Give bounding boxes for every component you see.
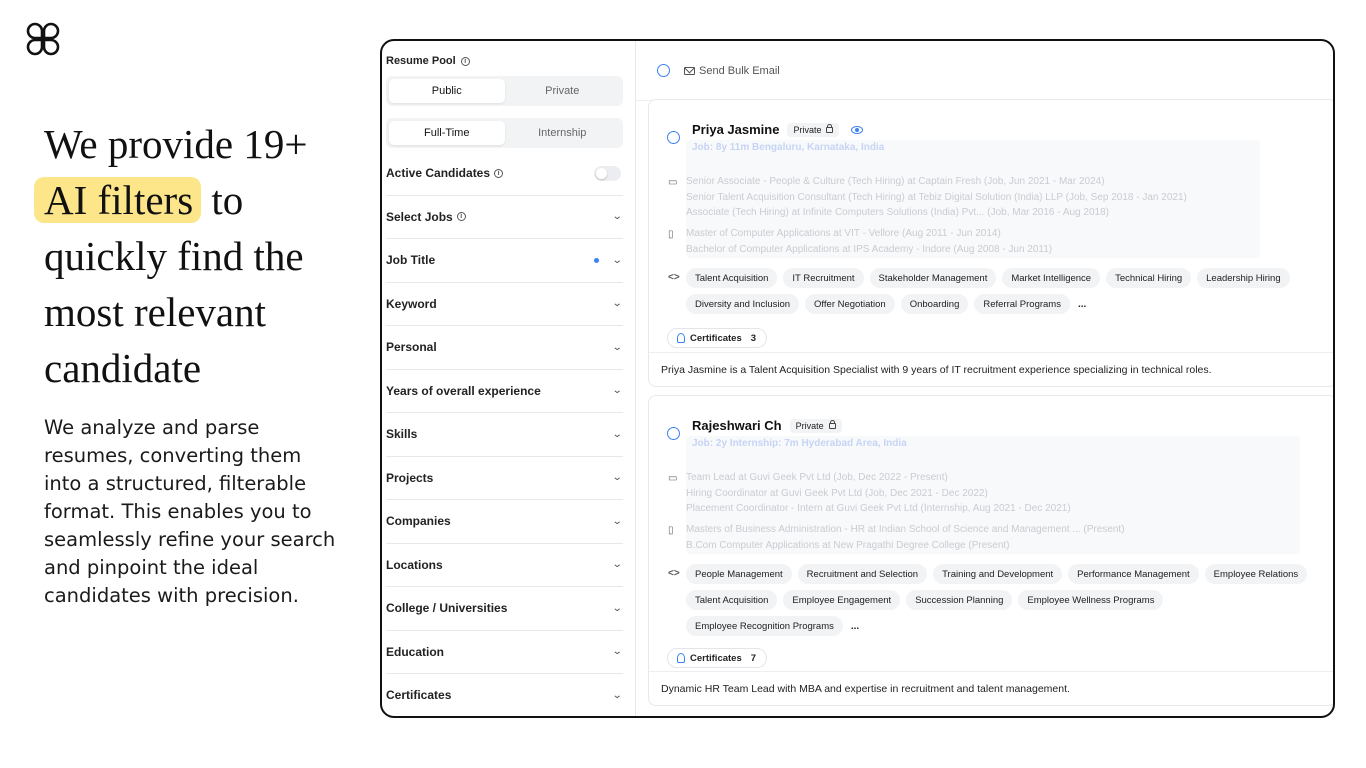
- experience-section: [668, 470, 1071, 517]
- experience-line: Associate (Tech Hiring) at Infinite Computers Solutions (India) Pvt... (Job, Mar 2016 - Aug 2018): [686, 207, 1109, 218]
- education-line: Master of Computer Applications at VIT - Vellore (Aug 2011 - Jun 2014): [686, 228, 1001, 239]
- chevron-down-icon: ⌄: [611, 254, 623, 266]
- candidate-header: [692, 418, 842, 433]
- visibility-badge: Private: [790, 419, 842, 433]
- chevron-down-icon: ⌄: [611, 602, 623, 614]
- skill-tag: Succession Planning: [906, 590, 1012, 610]
- experience-line: Hiring Coordinator at Guvi Geek Pvt Ltd (Job, Dec 2021 - Dec 2022): [686, 487, 988, 499]
- resume-pool-label: Resume Pool i: [386, 54, 623, 68]
- chevron-down-icon: ⌄: [611, 646, 623, 658]
- skill-tag: Market Intelligence: [1002, 268, 1100, 288]
- info-icon[interactable]: i: [457, 212, 466, 221]
- filter-label: Locations: [386, 557, 443, 572]
- candidate-header: [692, 122, 863, 137]
- certificates-count: 3: [750, 332, 757, 344]
- code-icon: <>: [668, 568, 680, 579]
- filter-job-title[interactable]: [386, 239, 623, 283]
- skill-tag: Diversity and Inclusion: [686, 294, 799, 314]
- info-icon[interactable]: i: [494, 169, 503, 178]
- filter-label: Years of overall experience: [386, 383, 541, 398]
- filter-companies[interactable]: [386, 500, 623, 544]
- education-section: [668, 522, 1125, 553]
- send-bulk-email-button[interactable]: Send Bulk Email: [684, 65, 780, 77]
- filter-label: Projects: [386, 470, 434, 485]
- filter-label: Keyword: [386, 296, 437, 311]
- pool-option-public[interactable]: Public: [389, 79, 505, 103]
- hero-headline: [44, 116, 344, 396]
- skill-tag: Stakeholder Management: [870, 268, 997, 288]
- experience-line: Placement Coordinator - Intern at Guvi Geek Pvt Ltd (Internship, Aug 2021 - Dec 2021): [686, 503, 1071, 514]
- filter-label: Companies: [386, 514, 451, 529]
- chevron-down-icon: ⌄: [611, 385, 623, 397]
- filter-projects[interactable]: [386, 457, 623, 501]
- experience-section: [668, 174, 1187, 221]
- chevron-down-icon: ⌄: [611, 298, 623, 310]
- experience-line: Team Lead at Guvi Geek Pvt Ltd (Job, Dec 2022 - Present): [686, 472, 948, 483]
- type-segmented-control: [386, 118, 623, 148]
- lock-icon: [826, 127, 833, 133]
- filter-label: Active Candidates: [386, 166, 491, 181]
- filter-label: Certificates: [386, 688, 452, 703]
- education-section: [668, 226, 1052, 257]
- chevron-down-icon: ⌄: [611, 341, 623, 353]
- active-filter-dot: [594, 258, 599, 263]
- candidate-card: [648, 395, 1335, 706]
- award-icon: [677, 653, 685, 663]
- candidate-name[interactable]: Rajeshwari Ch: [692, 418, 782, 433]
- skill-tag: People Management: [686, 564, 792, 584]
- filter-label: College / Universities: [386, 601, 508, 616]
- chevron-down-icon: ⌄: [611, 689, 623, 701]
- filter-sidebar: [382, 41, 636, 716]
- filter-active-candidates: [386, 152, 623, 196]
- skill-tag: Training and Development: [933, 564, 1062, 584]
- app-screenshot-frame: [380, 39, 1335, 718]
- filter-colleges[interactable]: [386, 587, 623, 631]
- filter-years-experience[interactable]: [386, 370, 623, 414]
- more-skills-button[interactable]: ...: [850, 620, 860, 632]
- command-logo-icon: [20, 16, 66, 62]
- filter-education[interactable]: [386, 631, 623, 675]
- skill-tag: Performance Management: [1068, 564, 1198, 584]
- skill-tag: Referral Programs: [974, 294, 1070, 314]
- briefcase-icon: ▭: [668, 473, 678, 484]
- filter-label: Personal: [386, 340, 437, 355]
- chevron-down-icon: ⌄: [611, 559, 623, 571]
- chevron-down-icon: ⌄: [611, 211, 623, 223]
- skill-tag: IT Recruitment: [783, 268, 863, 288]
- experience-line: Senior Associate - People & Culture (Tech Hiring) at Captain Fresh (Job, Jun 2021 - Mar 2024): [686, 176, 1105, 187]
- candidate-select-radio[interactable]: [667, 131, 680, 144]
- mail-icon: [684, 67, 695, 75]
- type-option-full-time[interactable]: Full-Time: [389, 121, 505, 145]
- certificates-pill[interactable]: [667, 648, 767, 668]
- more-skills-button[interactable]: ...: [1077, 298, 1087, 310]
- certificates-pill[interactable]: [667, 328, 767, 348]
- filter-label: Select Jobs: [386, 209, 453, 224]
- candidate-summary: Dynamic HR Team Lead with MBA and expertise in recruitment and talent management.: [649, 671, 1335, 705]
- skill-tag: Offer Negotiation: [805, 294, 895, 314]
- headline-highlight: AI filters: [34, 177, 201, 223]
- lock-icon: [829, 423, 836, 429]
- pool-segmented-control: [386, 76, 623, 106]
- select-all-radio[interactable]: [657, 64, 670, 77]
- filter-label: Job Title: [386, 253, 436, 268]
- chevron-down-icon: ⌄: [611, 472, 623, 484]
- skill-tag: Employee Wellness Programs: [1018, 590, 1163, 610]
- code-icon: <>: [668, 272, 680, 283]
- filter-personal[interactable]: [386, 326, 623, 370]
- candidate-select-radio[interactable]: [667, 427, 680, 440]
- headline-part-1: We provide 19+: [44, 121, 308, 167]
- skill-tag: Talent Acquisition: [686, 590, 777, 610]
- info-icon[interactable]: i: [461, 57, 470, 66]
- filter-keyword[interactable]: [386, 283, 623, 327]
- filter-label: Skills: [386, 427, 418, 442]
- filter-locations[interactable]: [386, 544, 623, 588]
- education-line: Bachelor of Computer Applications at IPS Academy - Indore (Aug 2008 - Jun 2011): [686, 243, 1053, 255]
- skill-tag: Leadership Hiring: [1197, 268, 1289, 288]
- filter-label: Education: [386, 644, 445, 659]
- skill-tag: Onboarding: [901, 294, 969, 314]
- candidate-meta: Job: 2y Internship: 7m Hyderabad Area, India: [692, 438, 907, 449]
- headline-part-2: to quickly find the most relevant candidate: [44, 177, 304, 391]
- education-line: B.Com Computer Applications at New Pragathi Degree College (Present): [686, 539, 1010, 551]
- skills-tags: [686, 268, 1318, 314]
- certificates-label: Certificates: [690, 332, 742, 344]
- eye-icon[interactable]: [851, 126, 863, 134]
- type-option-internship[interactable]: Internship: [538, 127, 587, 139]
- skill-tag: Employee Engagement: [783, 590, 900, 610]
- results-panel: [636, 41, 1333, 716]
- hero-description: We analyze and parse resumes, converting them into a structured, filterable format. This enables you to seamlessly refine your search and pinpoint the ideal candidates with precision.: [44, 416, 336, 607]
- book-icon: ▯: [668, 229, 674, 240]
- candidate-card: [648, 99, 1335, 387]
- candidate-name[interactable]: Priya Jasmine: [692, 122, 780, 137]
- skill-tag: Technical Hiring: [1106, 268, 1191, 288]
- candidate-summary: Priya Jasmine is a Talent Acquisition Specialist with 9 years of IT recruitment experience specializing in technical roles.: [649, 352, 1335, 386]
- filter-skills[interactable]: [386, 413, 623, 457]
- chevron-down-icon: ⌄: [611, 515, 623, 527]
- active-candidates-toggle[interactable]: [594, 166, 621, 181]
- certificates-count: 7: [750, 652, 757, 664]
- results-toolbar: [636, 41, 1333, 101]
- skill-tag: Employee Relations: [1205, 564, 1308, 584]
- filter-certificates[interactable]: [386, 674, 623, 718]
- skill-tag: Recruitment and Selection: [798, 564, 927, 584]
- certificates-label: Certificates: [690, 652, 742, 664]
- visibility-badge: Private: [787, 123, 839, 137]
- briefcase-icon: ▭: [668, 177, 678, 188]
- filter-select-jobs[interactable]: [386, 196, 623, 240]
- chevron-down-icon: ⌄: [611, 428, 623, 440]
- skill-tag: Talent Acquisition: [686, 268, 777, 288]
- award-icon: [677, 333, 685, 343]
- education-line: Masters of Business Administration - HR at Indian School of Science and Management ... (Present): [686, 524, 1125, 535]
- book-icon: ▯: [668, 525, 674, 536]
- skill-tag: Employee Recognition Programs: [686, 616, 843, 636]
- pool-option-private[interactable]: Private: [545, 85, 580, 97]
- candidate-meta: Job: 8y 11m Bengaluru, Karnataka, India: [692, 142, 885, 153]
- experience-line: Senior Talent Acquisition Consultant (Tech Hiring) at Tebiz Digital Solution (India) LLP (Job, Sep 2018 - Jan 2021): [686, 191, 1187, 203]
- skills-tags: [686, 564, 1318, 636]
